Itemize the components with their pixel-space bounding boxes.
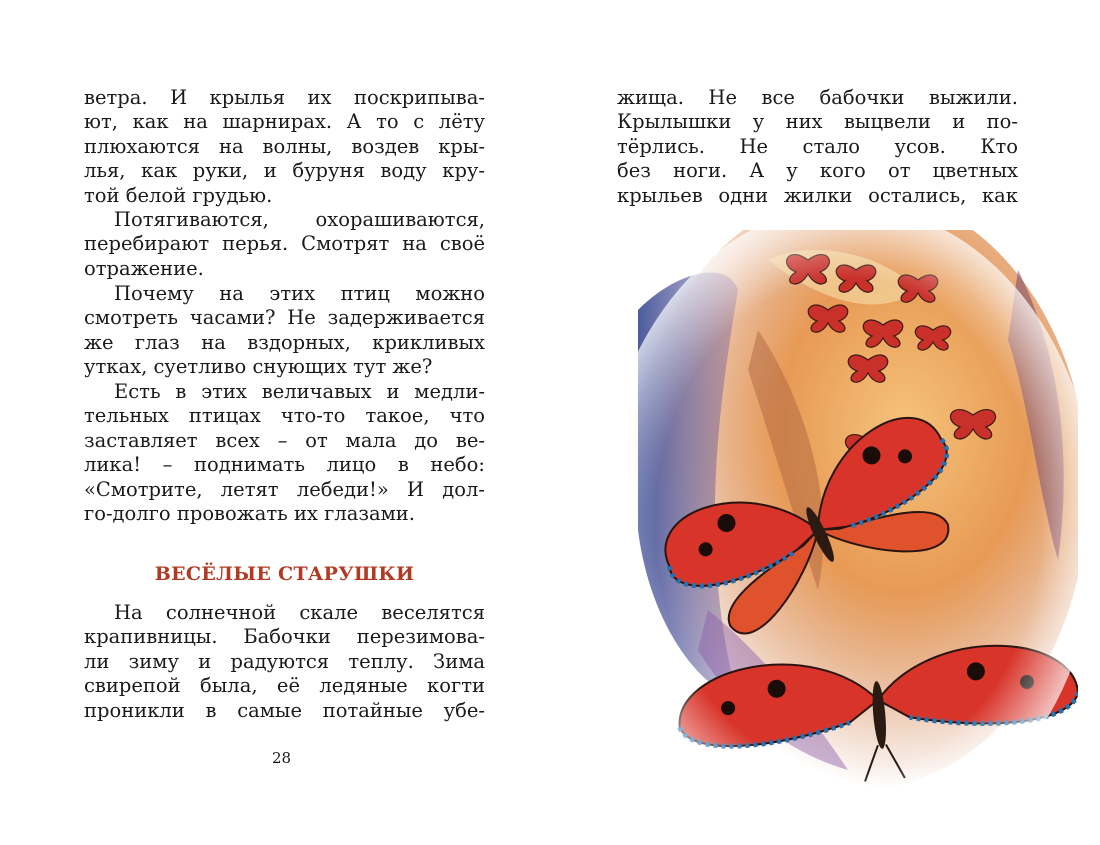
- text-line: го-долго провожать их глазами.: [84, 501, 415, 525]
- paragraph-2: [84, 208, 485, 281]
- text-line: Потягиваются, охорашиваются,: [114, 208, 485, 231]
- text-line: ют, как на шарнирах. А то с лёту: [84, 110, 485, 134]
- text-line: тёрлись. Не стало усов. Кто: [617, 134, 1018, 158]
- paragraph-1: [84, 86, 485, 208]
- text-line: Крылышки у них выцвели и по-: [617, 110, 1018, 134]
- text-line: без ноги. А у кого от цветных: [617, 159, 1018, 183]
- text-line: ли зиму и радуются теплу. Зима: [84, 649, 485, 673]
- text-line: свирепой была, её ледяные когти: [84, 674, 485, 698]
- text-line: плюхаются на волны, воздев кры-: [84, 134, 485, 158]
- paragraph-3: [84, 282, 485, 380]
- text-line: заставляет всех – от мала до ве-: [84, 428, 485, 452]
- text-line: лья, как руки, и буруня воду кру-: [84, 159, 485, 183]
- paragraph-right-1: [617, 86, 1018, 208]
- text-line: отражение.: [84, 256, 204, 280]
- text-line: же глаз на вздорных, крикливых: [84, 330, 485, 354]
- text-line: смотреть часами? Не задерживается: [84, 306, 485, 330]
- text-line: той белой грудью.: [84, 183, 273, 207]
- text-line: «Смотрите, летят лебеди!» И дол-: [84, 477, 485, 501]
- page-number: 28: [272, 749, 292, 767]
- right-page: [550, 0, 1100, 845]
- paragraph-5: [84, 601, 485, 723]
- text-line: проникли в самые потайные убе-: [84, 698, 485, 722]
- text-line: тельных птицах что-то такое, что: [84, 404, 485, 428]
- text-line: крапивницы. Бабочки перезимова-: [84, 625, 485, 649]
- text-line: утках, суетливо снующих тут же?: [84, 355, 433, 379]
- text-line: На солнечной скале веселятся: [114, 601, 485, 624]
- butterflies-illustration: [618, 230, 1078, 820]
- section-heading: ВЕСЁЛЫЕ СТАРУШКИ: [154, 563, 415, 585]
- paragraph-4: [84, 380, 485, 526]
- text-line: лика! – поднимать лицо в небо:: [84, 453, 485, 477]
- text-line: Есть в этих величавых и медли-: [114, 380, 485, 403]
- butterflies-painting-icon: [618, 230, 1078, 820]
- text-line: ветра. И крылья их поскрипыва-: [84, 86, 485, 109]
- text-line: перебирают перья. Смотрят на своё: [84, 232, 485, 256]
- text-line: Почему на этих птиц можно: [114, 282, 485, 305]
- text-line: жища. Не все бабочки выжили.: [617, 86, 1018, 109]
- text-line: крыльев одни жилки остались, как: [617, 183, 1018, 207]
